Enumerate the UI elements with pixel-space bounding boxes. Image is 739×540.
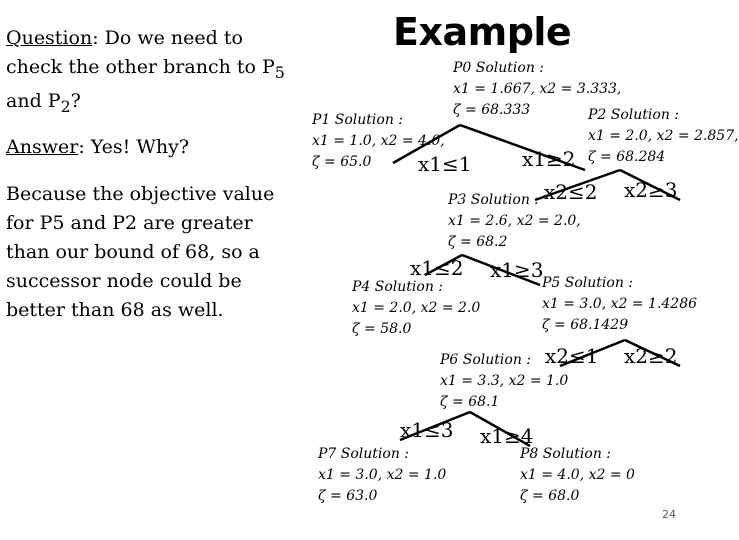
node-p6-values: x1 = 3.3, x2 = 1.0 xyxy=(440,373,569,389)
answer-label: Answer xyxy=(6,136,79,158)
question-end: ? xyxy=(70,89,81,112)
branch-label-b5r: x2≥2 xyxy=(624,344,678,368)
slide-title: Example xyxy=(393,10,572,54)
branch-label-b01: x1≤1 xyxy=(418,152,472,176)
node-p8 xyxy=(520,444,635,507)
question-body: : Do we need to check the other branch to P xyxy=(6,27,275,78)
question-text xyxy=(6,24,296,121)
branch-label-b67: x1≤3 xyxy=(400,418,454,442)
node-p8-name: P8 Solution : xyxy=(520,446,612,462)
page-number: 24 xyxy=(662,508,676,521)
node-p5-values: x1 = 3.0, x2 = 1.4286 xyxy=(542,296,698,312)
node-p2-objective: ζ = 68.284 xyxy=(588,149,666,165)
node-p3-name: P3 Solution : xyxy=(448,192,540,208)
node-p5 xyxy=(542,273,697,336)
node-p4-objective: ζ = 58.0 xyxy=(352,321,412,337)
branch-label-b02: x1≥2 xyxy=(522,147,576,171)
node-p7-values: x1 = 3.0, x2 = 1.0 xyxy=(318,467,447,483)
question-and: and P xyxy=(6,89,61,112)
node-p0-objective: ζ = 68.333 xyxy=(453,102,531,118)
node-p1-objective: ζ = 65.0 xyxy=(312,154,372,170)
node-p7-name: P7 Solution : xyxy=(318,446,410,462)
node-p2 xyxy=(588,105,739,168)
node-p4-name: P4 Solution : xyxy=(352,279,444,295)
node-p1-name: P1 Solution : xyxy=(312,112,404,128)
node-p3-objective: ζ = 68.2 xyxy=(448,234,508,250)
node-p4-values: x1 = 2.0, x2 = 2.0 xyxy=(352,300,481,316)
branch-label-b68: x1≥4 xyxy=(480,424,534,448)
question-label: Question xyxy=(6,27,93,49)
node-p6-name: P6 Solution : xyxy=(440,352,532,368)
node-p8-objective: ζ = 68.0 xyxy=(520,488,580,504)
question-sub-2: 2 xyxy=(60,96,71,116)
node-p1-values: x1 = 1.0, x2 = 4.0, xyxy=(312,133,445,149)
explanation-text: Because the objective value for P5 and P2 are greater than our bound of 68, so a successor node could be better than 68 as well. xyxy=(6,183,275,321)
branch-label-b2r: x2≥3 xyxy=(624,178,678,202)
node-p2-name: P2 Solution : xyxy=(588,107,680,123)
node-p0-values: x1 = 1.667, x2 = 3.333, xyxy=(453,81,622,97)
branch-label-b34: x1≤2 xyxy=(410,256,464,280)
node-p7-objective: ζ = 63.0 xyxy=(318,488,378,504)
answer-text xyxy=(6,133,296,162)
node-p5-objective: ζ = 68.1429 xyxy=(542,317,629,333)
branch-label-b35: x1≥3 xyxy=(490,258,544,282)
node-p6-objective: ζ = 68.1 xyxy=(440,394,500,410)
question-sub-5: 5 xyxy=(274,62,285,82)
answer-body: : Yes! Why? xyxy=(78,136,190,158)
branch-label-b23: x2≤2 xyxy=(544,180,598,204)
node-p7 xyxy=(318,444,446,507)
node-p5-name: P5 Solution : xyxy=(542,275,634,291)
node-p3-values: x1 = 2.6, x2 = 2.0, xyxy=(448,213,581,229)
node-p2-values: x1 = 2.0, x2 = 2.857, xyxy=(588,128,739,144)
node-p8-values: x1 = 4.0, x2 = 0 xyxy=(520,467,635,483)
branch-label-b56: x2≤1 xyxy=(545,344,599,368)
node-p0-name: P0 Solution : xyxy=(453,60,545,76)
node-p4 xyxy=(352,277,480,340)
